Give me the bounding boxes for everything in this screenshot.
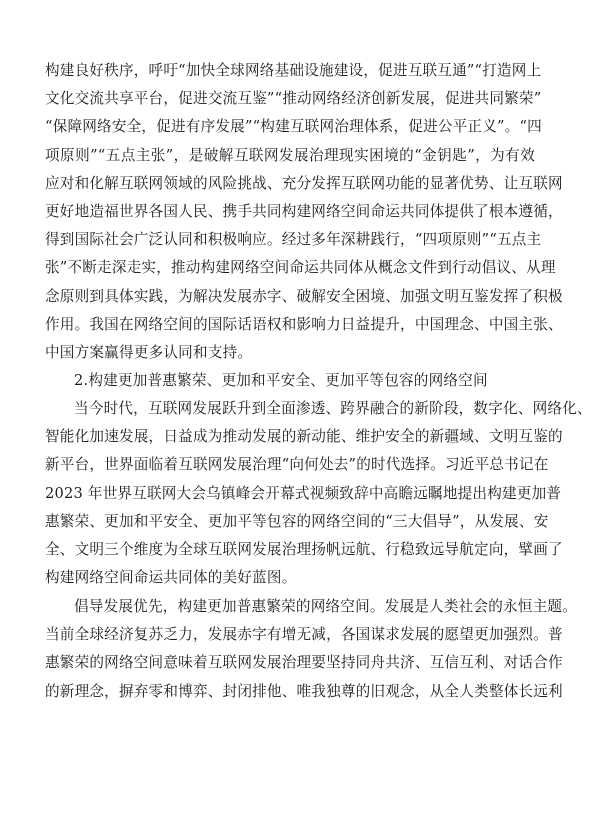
paragraph-line: 全、文明三个维度为全球互联网发展治理扬帆远航、行稳致远导航定向，擘画了	[45, 540, 563, 558]
paragraph-line: 张”不断走深走实，推动构建网络空间命运共同体从概念文件到行动倡议、从理	[45, 259, 556, 277]
section-heading	[45, 367, 535, 395]
paragraph-line: 当今时代，互联网发展跃升到全面渗透、跨界融合的新阶段，数字化、网络化、	[74, 400, 592, 417]
paragraph-line: 的新理念，摒弃零和博弈、封闭排他、唯我独尊的旧观念，从全人类整体长远利	[45, 682, 563, 700]
paragraph-line: 念原则到具体实践，为解决发展赤字、破解安全困境、加强文明互鉴发挥了积极	[45, 287, 563, 305]
paragraph-line: 得到国际社会广泛认同和积极响应。经过多年深耕践行，“四项原则”“五点主	[45, 231, 542, 249]
paragraph-1	[45, 57, 563, 367]
paragraph-line: 惠繁荣的网络空间意味着互联网发展治理要坚持同舟共济、互信互利、对话合作	[45, 654, 563, 672]
paragraph-3	[45, 593, 577, 706]
paragraph-line: 项原则”“五点主张”，是破解互联网发展治理现实困境的“金钥匙”，为有效	[45, 146, 535, 164]
heading-text: 2.构建更加普惠繁荣、更加和平安全、更加平等包容的网络空间	[74, 372, 488, 389]
paragraph-line: “保障网络安全，促进有序发展”“构建互联网治理体系，促进公平正义”。“四	[45, 118, 542, 136]
paragraph-line: 应对和化解互联网领域的风险挑战、充分发挥互联网功能的显著优势、让互联网	[45, 174, 563, 192]
paragraph-line: 当前全球经济复苏乏力，发展赤字有增无减，各国谋求发展的愿望更加强烈。普	[45, 626, 563, 644]
paragraph-line: 智能化加速发展，日益成为推动发展的新动能、维护安全的新疆域、文明互鉴的	[45, 428, 563, 446]
paragraph-2	[45, 395, 592, 592]
paragraph-line: 构建良好秩序，呼吁“加快全球网络基础设施建设，促进互联互通”“打造网上	[45, 62, 542, 79]
paragraph-line: 新平台，世界面临着互联网发展治理“向何处去”的时代选择。习近平总书记在	[45, 456, 549, 474]
paragraph-line: 作用。我国在网络空间的国际话语权和影响力日益提升，中国理念、中国主张、	[45, 315, 563, 333]
paragraph-line: 惠繁荣、更加和平安全、更加平等包容的网络空间的“三大倡导”，从发展、安	[45, 512, 549, 530]
paragraph-line: 构建网络空间命运共同体的美好蓝图。	[45, 569, 297, 587]
paragraph-line: 更好地造福世界各国人民、携手共同构建网络空间命运共同体提供了根本遵循，	[45, 202, 563, 220]
paragraph-line: 文化交流共享平台，促进交流互鉴”“推动网络经济创新发展，促进共同繁荣”	[45, 90, 542, 108]
paragraph-line: 2023 年世界互联网大会乌镇峰会开幕式视频致辞中高瞻远瞩地提出构建更加普	[45, 484, 562, 502]
paragraph-line: 倡导发展优先，构建更加普惠繁荣的网络空间。发展是人类社会的永恒主题。	[74, 598, 577, 615]
paragraph-line: 中国方案赢得更多认同和支持。	[45, 343, 253, 361]
